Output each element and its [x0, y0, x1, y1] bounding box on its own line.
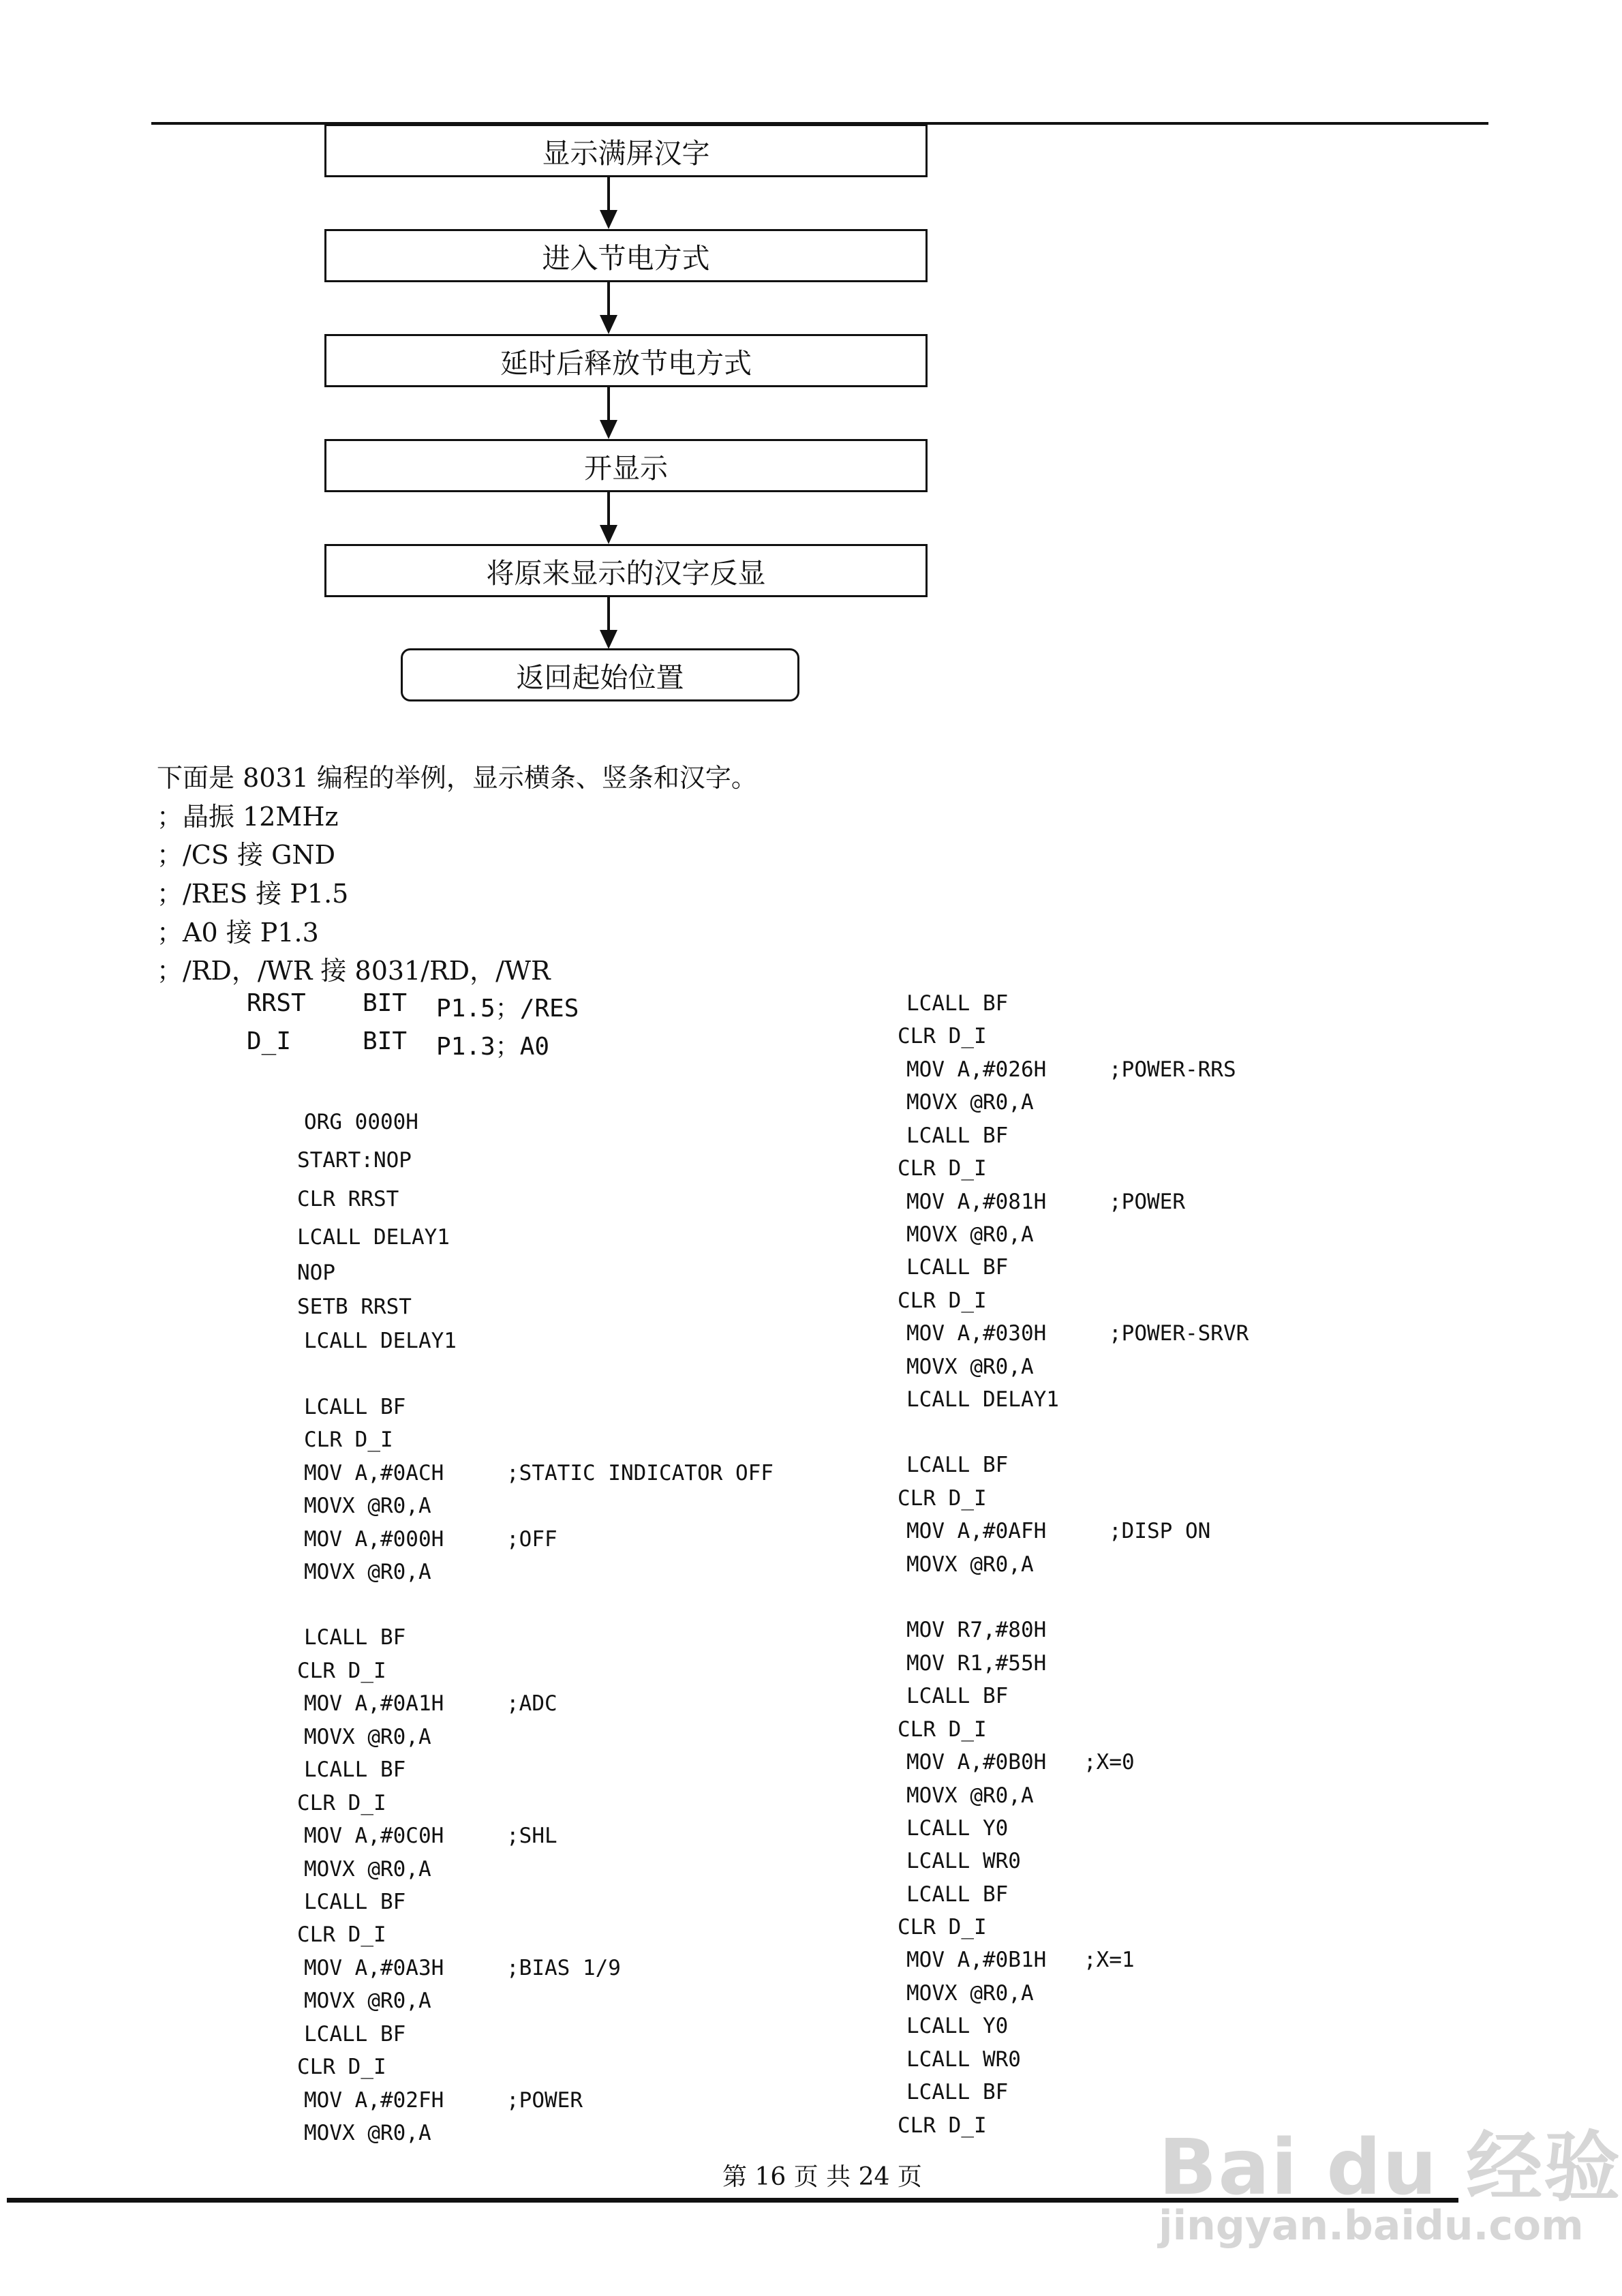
code-line: CLR D_I — [898, 2113, 987, 2138]
code-line: CLR D_I — [297, 1791, 386, 1815]
flow-step-2: 进入节电方式 — [324, 229, 928, 282]
code-line: START:NOP — [297, 1148, 412, 1173]
code-line: CLR RRST — [297, 1187, 399, 1211]
code-line: MOV A,#0ACH — [304, 1461, 444, 1485]
code-line: LCALL BF — [906, 1453, 1009, 1477]
code-line: MOVX @R0,A — [304, 1725, 431, 1749]
code-line: MOVX @R0,A — [304, 1989, 431, 2013]
code-line: MOV R7,#80H — [906, 1618, 1047, 1642]
code-line: CLR D_I — [297, 1659, 386, 1683]
code-line: MOV A,#02FH — [304, 2088, 444, 2113]
arrow-down-icon — [600, 525, 617, 544]
code-line: SETB RRST — [297, 1295, 412, 1319]
code-comment: ;POWER — [1109, 1190, 1185, 1214]
code-line: LCALL BF — [304, 1757, 406, 1782]
flow-step-4: 开显示 — [324, 439, 928, 492]
code-line: LCALL Y0 — [906, 1816, 1009, 1841]
decl-op: BIT — [363, 989, 408, 1017]
code-line: LCALL Y0 — [906, 2014, 1009, 2038]
decl-name: RRST — [247, 989, 306, 1017]
code-line: CLR D_I — [297, 1922, 386, 1947]
code-line: MOVX @R0,A — [304, 1857, 431, 1882]
code-line: MOV R1,#55H — [906, 1651, 1047, 1676]
code-line: LCALL BF — [304, 1890, 406, 1914]
code-line: ORG 0000H — [304, 1110, 418, 1134]
intro-comment: ；A0 接 P1.3 — [157, 918, 319, 948]
code-line: LCALL DELAY1 — [297, 1225, 450, 1250]
code-line: CLR D_I — [898, 1486, 987, 1511]
code-line: MOVX @R0,A — [906, 1222, 1034, 1247]
code-line: MOV A,#0C0H — [304, 1824, 444, 1848]
code-line: MOV A,#000H — [304, 1527, 444, 1552]
code-line: CLR D_I — [297, 2055, 386, 2079]
code-line: MOV A,#030H — [906, 1321, 1047, 1346]
code-line: MOV A,#0B0H — [906, 1750, 1047, 1774]
code-line: LCALL BF — [906, 991, 1009, 1016]
flow-connector — [607, 387, 610, 423]
decl-name: D_I — [247, 1027, 292, 1055]
code-line: LCALL BF — [906, 1684, 1009, 1708]
code-line: LCALL BF — [906, 1255, 1009, 1280]
flow-connector — [607, 597, 610, 633]
code-line: MOV A,#0B1H — [906, 1948, 1047, 1972]
code-line: MOVX @R0,A — [906, 1783, 1034, 1808]
code-line: MOV A,#0A3H — [304, 1956, 444, 1980]
arrow-down-icon — [600, 210, 617, 229]
code-line: MOVX @R0,A — [906, 1552, 1034, 1577]
intro-heading: 下面是 8031 编程的举例，显示横条、竖条和汉字。 — [157, 763, 757, 793]
intro-comment: ；/CS 接 GND — [157, 840, 336, 870]
code-line: LCALL BF — [304, 1395, 406, 1419]
code-line: MOVX @R0,A — [906, 1981, 1034, 2006]
code-comment: ;STATIC INDICATOR OFF — [506, 1461, 774, 1485]
page-footer: 第 16 页 共 24 页 — [722, 2163, 922, 2191]
code-comment: ;DISP ON — [1109, 1519, 1211, 1543]
code-line: LCALL DELAY1 — [304, 1329, 457, 1353]
code-line: CLR D_I — [898, 1915, 987, 1939]
code-line: MOVX @R0,A — [304, 2121, 431, 2145]
flow-step-3: 延时后释放节电方式 — [324, 334, 928, 387]
code-line: LCALL DELAY1 — [906, 1387, 1059, 1412]
code-line: LCALL BF — [906, 1123, 1009, 1148]
flow-terminal: 返回起始位置 — [401, 648, 799, 701]
code-line: NOP — [297, 1260, 335, 1285]
code-line: MOV A,#0A1H — [304, 1691, 444, 1716]
intro-comment: ；晶振 12MHz — [157, 802, 339, 832]
arrow-down-icon — [600, 420, 617, 439]
code-comment: ;OFF — [506, 1527, 557, 1552]
decl-arg: P1.5；/RES — [436, 995, 579, 1023]
code-line: MOVX @R0,A — [304, 1560, 431, 1584]
intro-comment: ；/RES 接 P1.5 — [157, 879, 349, 909]
flow-connector — [607, 492, 610, 528]
code-line: MOV A,#0AFH — [906, 1519, 1047, 1543]
code-comment: ;POWER — [506, 2088, 583, 2113]
flow-step-5: 将原来显示的汉字反显 — [324, 544, 928, 597]
watermark-url: jingyan.baidu.com — [1159, 2202, 1584, 2250]
arrow-down-icon — [600, 315, 617, 334]
code-line: MOV A,#026H — [906, 1057, 1047, 1082]
code-line: MOVX @R0,A — [906, 1090, 1034, 1115]
decl-op: BIT — [363, 1027, 408, 1055]
watermark-brand: Bai du 经验 — [1159, 2124, 1622, 2212]
decl-arg: P1.3；A0 — [436, 1033, 550, 1061]
flow-connector — [607, 282, 610, 318]
code-line: CLR D_I — [898, 1024, 987, 1048]
arrow-down-icon — [600, 630, 617, 649]
code-line: MOVX @R0,A — [304, 1494, 431, 1518]
code-comment: ;POWER-SRVR — [1109, 1321, 1249, 1346]
code-comment: ;BIAS 1/9 — [506, 1956, 621, 1980]
code-line: LCALL BF — [906, 1882, 1009, 1907]
code-line: CLR D_I — [898, 1156, 987, 1181]
code-line: LCALL BF — [304, 1625, 406, 1650]
code-comment: ;SHL — [506, 1824, 557, 1848]
code-line: CLR D_I — [898, 1717, 987, 1742]
code-line: LCALL BF — [906, 2080, 1009, 2104]
flow-step-1: 显示满屏汉字 — [324, 124, 928, 177]
intro-comment: ；/RD，/WR 接 8031/RD，/WR — [157, 956, 551, 986]
code-comment: ;X=0 — [1084, 1750, 1135, 1774]
code-line: CLR D_I — [304, 1428, 393, 1452]
code-line: CLR D_I — [898, 1288, 987, 1313]
code-comment: ;X=1 — [1084, 1948, 1135, 1972]
code-line: LCALL WR0 — [906, 1849, 1021, 1873]
code-line: LCALL WR0 — [906, 2047, 1021, 2072]
code-line: LCALL BF — [304, 2022, 406, 2046]
code-comment: ;ADC — [506, 1691, 557, 1716]
flow-connector — [607, 177, 610, 213]
code-line: MOVX @R0,A — [906, 1355, 1034, 1379]
code-comment: ;POWER-RRS — [1109, 1057, 1236, 1082]
code-line: MOV A,#081H — [906, 1190, 1047, 1214]
